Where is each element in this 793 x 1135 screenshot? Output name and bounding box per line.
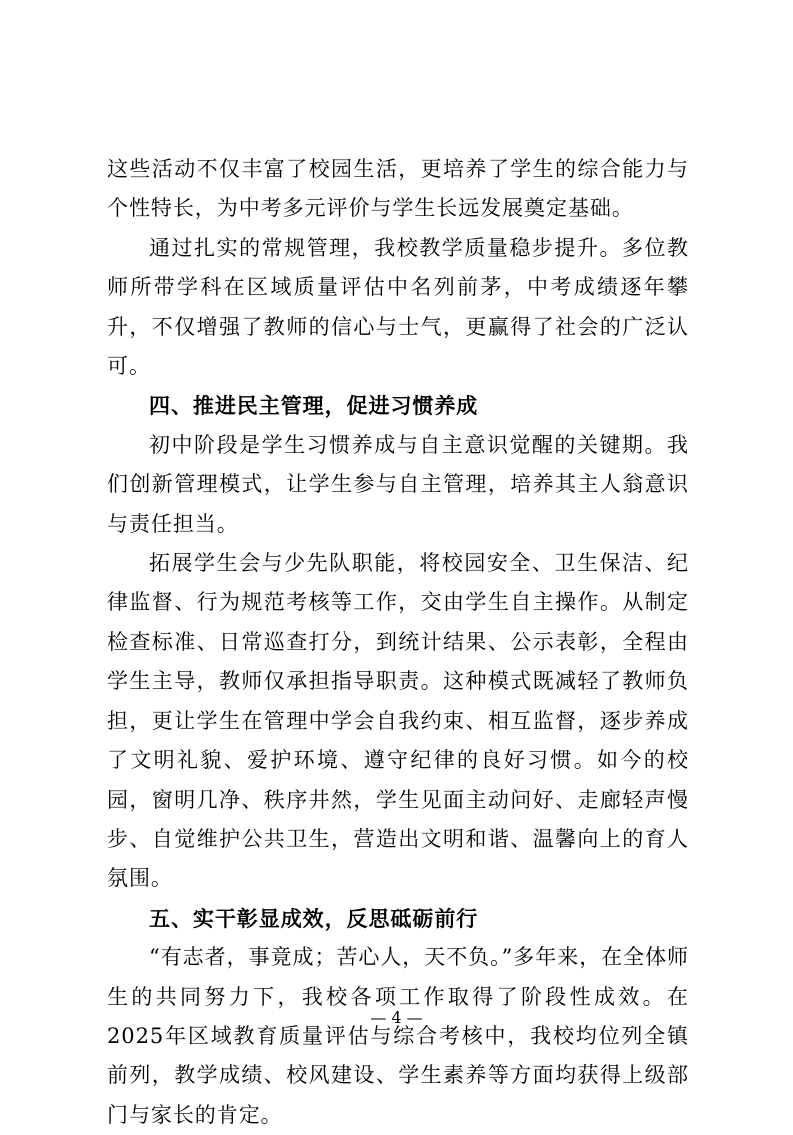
paragraph-habit-formation: 初中阶段是学生习惯养成与自主意识觉醒的关键期。我们创新管理模式，让学生参与自主管理，培养其主人翁意识与责任担当。 <box>107 432 689 536</box>
section-heading-five: 五、实干彰显成效，反思砥砺前行 <box>149 905 479 931</box>
paragraph-achievements: “有志者，事竟成；苦心人，天不负。”多年来，在全体师生的共同努力下，我校各项工作取得了阶段性成效。在2025年区域教育质量评估与综合考核中，我校均位列全镇前列，教学成绩、校风建设、学生素养等方面均获得上级部门与家长的肯定。 <box>107 945 689 1127</box>
document-body <box>107 150 689 1135</box>
paragraph-continuation: 这些活动不仅丰富了校园生活，更培养了学生的综合能力与个性特长，为中考多元评价与学生长远发展奠定基础。 <box>107 157 689 221</box>
paragraph-teaching-quality: 通过扎实的常规管理，我校教学质量稳步提升。多位教师所带学科在区域质量评估中名列前茅，中考成绩逐年攀升，不仅增强了教师的信心与士气，更赢得了社会的广泛认可。 <box>107 235 689 379</box>
section-heading-four: 四、推进民主管理，促进习惯养成 <box>149 393 479 419</box>
paragraph-student-management: 拓展学生会与少先队职能，将校园安全、卫生保洁、纪律监督、行为规范考核等工作，交由学生自主操作。从制定检查标准、日常巡查打分，到统计结果、公示表彰，全程由学生主导，教师仅承担指导职责。这种模式既减轻了教师负担，更让学生在管理中学会自我约束、相互监督，逐步养成了文明礼貌、爱护环境、遵守纪律的良好习惯。如今的校园，窗明几净、秩序井然，学生见面主动问好、走廊轻声慢步、自觉维护公共卫生，营造出文明和谐、温馨向上的育人氛围。 <box>107 551 689 891</box>
page-number: — 4 — <box>370 1008 423 1027</box>
